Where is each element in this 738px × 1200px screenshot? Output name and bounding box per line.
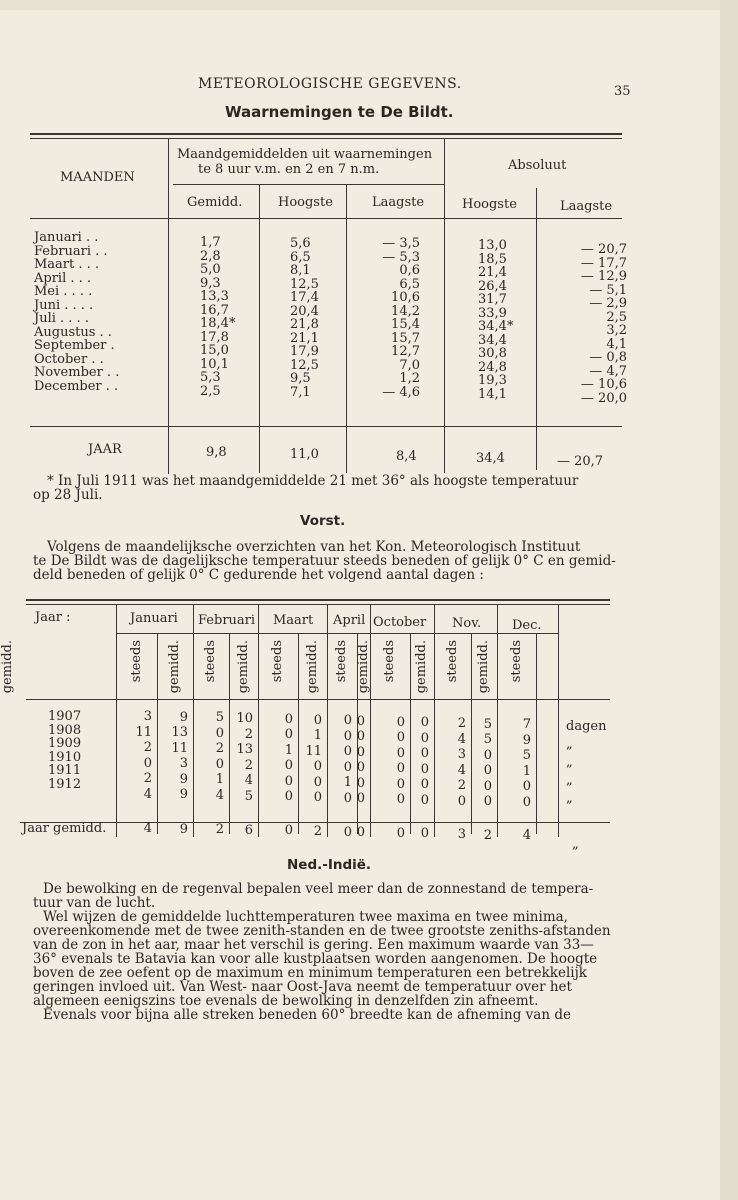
cell: 34,4* bbox=[478, 319, 514, 334]
paragraph-line: Volgens de maandelijksche overzichten van het Kon. Meteorologisch Instituut bbox=[47, 539, 581, 555]
cell: — 20,0 bbox=[580, 390, 627, 406]
table-cell: 2 bbox=[143, 740, 152, 755]
col-hoogste: Hoogste bbox=[278, 195, 333, 210]
table-cell: 4 bbox=[143, 786, 152, 802]
header-absoluut: Absoluut bbox=[508, 158, 567, 173]
cell: 15,7 bbox=[391, 330, 420, 346]
table-cell: 5 bbox=[483, 732, 492, 748]
table-rule bbox=[434, 605, 435, 837]
cell: 12,5 bbox=[290, 357, 319, 373]
gemidd-header: gemidd. bbox=[167, 640, 182, 694]
header-maandgemiddelden: Maandgemiddelden uit waarnemingen bbox=[177, 147, 433, 162]
table-cell: 0 bbox=[313, 712, 322, 728]
cell: 17,4 bbox=[290, 290, 319, 305]
paragraph-line: boven de zee oefent op de maximum en minimum temperaturen een betrekkelijk bbox=[33, 965, 587, 981]
table-rule bbox=[444, 139, 445, 473]
jaar-gemidd: 9,8 bbox=[206, 445, 227, 460]
table-cell: 0 bbox=[215, 725, 224, 741]
table-cell: 0 bbox=[284, 711, 293, 727]
header-jaar: Jaar : bbox=[35, 610, 71, 625]
cell: — 4,6 bbox=[382, 384, 420, 400]
month-label: Mei . . . . bbox=[34, 284, 93, 299]
section-title-vorst: Vorst. bbox=[300, 513, 346, 529]
paragraph-line: te De Bildt was de dagelijksche temperatuur steeds beneden of gelijk 0° C en gemid- bbox=[33, 553, 616, 569]
table-cell: 0 bbox=[343, 728, 352, 744]
avg-cell: 0 bbox=[343, 824, 352, 840]
table-cell: 0 bbox=[284, 727, 293, 743]
cell: 24,8 bbox=[478, 359, 507, 375]
table-cell: 0 bbox=[396, 792, 405, 808]
cell: 5,3 bbox=[200, 370, 221, 385]
table-cell: 3 bbox=[179, 756, 188, 772]
table-cell: 0 bbox=[143, 755, 152, 771]
table-rule bbox=[193, 605, 194, 837]
vorst-paragraph bbox=[33, 540, 623, 582]
table-cell: 2 bbox=[244, 726, 253, 742]
month-label: Januari . . bbox=[34, 230, 99, 245]
steeds-header: steeds bbox=[382, 640, 397, 683]
cell: 13,3 bbox=[200, 289, 229, 304]
year-label: 1911 bbox=[48, 763, 82, 778]
page-title: Waarnemingen te De Bildt. bbox=[225, 103, 454, 121]
page-right-edge bbox=[720, 0, 738, 1200]
cell: 1,2 bbox=[399, 371, 420, 386]
gemidd-header: gemidd. bbox=[235, 640, 251, 694]
abs-hoogste-column bbox=[478, 239, 513, 401]
table-cell: 13 bbox=[236, 742, 253, 758]
cell: 19,3 bbox=[478, 373, 507, 388]
month-label: Juli . . . . bbox=[34, 311, 89, 326]
cell: 5,0 bbox=[200, 262, 221, 277]
abs-laagste-column bbox=[545, 243, 627, 405]
table-cell: 0 bbox=[356, 713, 365, 729]
table-rule bbox=[168, 139, 169, 474]
table-cell: 1 bbox=[284, 742, 293, 758]
cell: — 3,5 bbox=[382, 236, 420, 251]
col-abs-laagste: Laagste bbox=[560, 199, 613, 214]
col-gemidd: Gemidd. bbox=[187, 195, 243, 210]
table-cell: 4 bbox=[215, 787, 224, 803]
table-cell: 4 bbox=[457, 762, 466, 778]
avg-cell: 0 bbox=[284, 823, 293, 839]
table-cell: 0 bbox=[522, 779, 531, 795]
table-cell: 0 bbox=[420, 761, 429, 777]
cell: — 0,8 bbox=[589, 350, 627, 365]
jaar-abs-laagste: — 20,7 bbox=[557, 454, 604, 469]
steeds-header: steeds bbox=[203, 640, 218, 683]
header-waarnemingen-uur: te 8 uur v.m. en 2 en 7 n.m. bbox=[198, 162, 380, 177]
table-cell: 2 bbox=[457, 716, 466, 731]
table-rule bbox=[536, 634, 537, 834]
table-cell: 0 bbox=[284, 773, 293, 789]
cell: 20,4 bbox=[290, 303, 319, 319]
cell: — 5,1 bbox=[589, 282, 627, 298]
month-header: October bbox=[373, 615, 427, 630]
table-rule bbox=[298, 634, 299, 834]
table-cell: 0 bbox=[483, 794, 492, 810]
page-top-edge bbox=[0, 0, 738, 10]
cell: 8,1 bbox=[290, 263, 311, 278]
month-label: Februari . . bbox=[34, 243, 108, 259]
paragraph-line: De bewolking en de regenval bepalen veel meer dan de zonnestand de tempera- bbox=[43, 881, 594, 897]
table-cell: 10 bbox=[236, 711, 253, 727]
table-cell: 0 bbox=[343, 713, 352, 729]
year-label: 1908 bbox=[48, 722, 82, 738]
indie-paragraph bbox=[33, 882, 618, 1022]
avg-unit: „ bbox=[572, 837, 579, 852]
cell: — 4,7 bbox=[589, 363, 627, 379]
table-rule bbox=[116, 633, 558, 634]
table-cell: 0 bbox=[356, 729, 365, 745]
header-maanden: MAANDEN bbox=[60, 170, 135, 185]
table-rule bbox=[229, 634, 230, 834]
table-cell: 5 bbox=[522, 748, 531, 764]
section-title-ned-indie: Ned.-Indië. bbox=[287, 857, 372, 873]
year-column bbox=[48, 710, 81, 791]
steeds-header: steeds bbox=[444, 640, 460, 683]
table-rule bbox=[30, 218, 622, 219]
table-cell: 0 bbox=[396, 745, 405, 761]
table-cell: 0 bbox=[396, 776, 405, 792]
table-rule bbox=[346, 185, 347, 473]
cell: 26,4 bbox=[478, 278, 507, 294]
table-cell: 5 bbox=[215, 710, 224, 726]
paragraph-line: geringen invloed uit. Van West- naar Oost-Java neemt de temperatuur over het bbox=[33, 979, 572, 995]
month-label: April . . . bbox=[34, 270, 92, 286]
table-cell: 0 bbox=[522, 794, 531, 810]
table-cell: 0 bbox=[420, 730, 429, 746]
cell: 6,5 bbox=[399, 276, 420, 292]
table-cell: 0 bbox=[343, 744, 352, 760]
cell: 21,1 bbox=[290, 330, 319, 346]
gemidd-header: gemidd. bbox=[304, 640, 320, 694]
cell: 33,9 bbox=[478, 305, 507, 321]
table-cell: 4 bbox=[457, 731, 466, 747]
jaar-hoogste: 11,0 bbox=[290, 447, 319, 462]
table-cell: 0 bbox=[396, 714, 405, 730]
month-label: Juni . . . . bbox=[34, 297, 94, 313]
unit-label: „ bbox=[566, 791, 573, 806]
table-rule bbox=[30, 133, 622, 135]
avg-cell: 4 bbox=[143, 821, 152, 836]
cell: — 10,6 bbox=[580, 377, 627, 392]
cell: 30,8 bbox=[478, 346, 507, 361]
cell: 18,4* bbox=[200, 316, 236, 331]
table-cell: 1 bbox=[343, 775, 352, 791]
table-cell: 9 bbox=[179, 709, 188, 725]
footnote-line: op 28 Juli. bbox=[33, 487, 103, 503]
table-cell: 1 bbox=[313, 728, 322, 743]
table-cell: 7 bbox=[522, 717, 531, 733]
cell: 15,0 bbox=[200, 343, 229, 358]
paragraph-line: 36° evenals te Batavia kan voor alle kustplaatsen worden aangenomen. De hoogte bbox=[33, 951, 598, 967]
gemidd-header: gemidd. bbox=[355, 640, 371, 694]
table-cell: 0 bbox=[356, 760, 365, 776]
table-cell: 9 bbox=[179, 771, 188, 787]
cell: 17,9 bbox=[290, 344, 319, 359]
paragraph-line: Wel wijzen de gemiddelde luchttemperaturen twee maxima en twee minima, bbox=[43, 909, 568, 925]
cell: 7,0 bbox=[399, 357, 420, 373]
unit-label: dagen bbox=[566, 719, 607, 734]
month-label: Augustus . . bbox=[34, 324, 112, 340]
table-cell: 0 bbox=[356, 744, 365, 760]
cell: 12,7 bbox=[391, 344, 420, 359]
cell: 1,7 bbox=[200, 235, 221, 250]
year-label: 1907 bbox=[48, 709, 82, 724]
month-label: October . . bbox=[34, 351, 104, 367]
table-cell: 0 bbox=[396, 761, 405, 777]
month-header: Dec. bbox=[512, 618, 542, 633]
table-cell: 0 bbox=[483, 747, 492, 763]
cell: — 5,3 bbox=[382, 249, 420, 265]
table-cell: 0 bbox=[284, 758, 293, 774]
cell: 18,5 bbox=[478, 251, 507, 267]
unit-column bbox=[566, 720, 606, 810]
table-cell: 13 bbox=[171, 725, 188, 741]
table-cell: 0 bbox=[483, 763, 492, 779]
paragraph-line: tuur van de lucht. bbox=[33, 895, 156, 911]
cell: — 12,9 bbox=[580, 269, 627, 284]
table-cell: 1 bbox=[215, 772, 224, 788]
cell: 9,3 bbox=[200, 275, 221, 291]
footnote bbox=[33, 474, 623, 502]
table-cell: 11 bbox=[305, 743, 322, 759]
avg-cell: 2 bbox=[483, 827, 492, 843]
cell: 2,5 bbox=[606, 309, 627, 325]
table-rule bbox=[30, 138, 622, 139]
paragraph-line: Evenals voor bijna alle streken beneden 60° breedte kan de afneming van de bbox=[43, 1007, 571, 1023]
table-cell: 3 bbox=[457, 747, 466, 762]
table-cell: 0 bbox=[420, 746, 429, 762]
hoogste-column bbox=[290, 237, 319, 399]
year-label: 1912 bbox=[48, 776, 82, 792]
gemidd-header: gemidd. bbox=[414, 640, 429, 694]
col-laagste: Laagste bbox=[372, 195, 425, 210]
cell: 14,2 bbox=[391, 303, 420, 319]
col-abs-hoogste: Hoogste bbox=[462, 197, 517, 212]
table-cell: 0 bbox=[343, 759, 352, 775]
table-cell: 0 bbox=[420, 715, 429, 731]
table-rule bbox=[497, 605, 498, 837]
month-label: November . . bbox=[34, 365, 120, 380]
table-cell: 0 bbox=[343, 790, 352, 806]
cell: 5,6 bbox=[290, 236, 311, 251]
avg-cell: 0 bbox=[356, 825, 365, 841]
cell: 10,1 bbox=[200, 356, 229, 372]
steeds-header: steeds bbox=[270, 640, 285, 683]
table-cell: 5 bbox=[483, 716, 492, 732]
avg-cell: 0 bbox=[396, 825, 405, 841]
steeds-header: steeds bbox=[508, 640, 524, 683]
footnote-line: * In Juli 1911 was het maandgemiddelde 21 met 36° als hoogste temperatuur bbox=[47, 473, 579, 489]
table-cell: 2 bbox=[244, 757, 253, 773]
running-title: METEOROLOGISCHE GEGEVENS. bbox=[198, 76, 462, 92]
jaar-laagste: 8,4 bbox=[396, 449, 417, 464]
table-rule bbox=[173, 184, 444, 185]
cell: 13,0 bbox=[478, 238, 507, 253]
table-cell: 0 bbox=[313, 790, 322, 805]
table-rule bbox=[258, 605, 259, 837]
table-cell: 0 bbox=[420, 792, 429, 808]
month-header: Nov. bbox=[452, 616, 482, 631]
cell: 12,5 bbox=[290, 276, 319, 292]
table-cell: 0 bbox=[457, 793, 466, 809]
cell: 31,7 bbox=[478, 292, 507, 307]
table-cell: 3 bbox=[143, 709, 152, 724]
avg-label: Jaar gemidd. bbox=[22, 821, 107, 836]
table-rule bbox=[26, 699, 610, 700]
page-number: 35 bbox=[614, 84, 631, 99]
month-label: Maart . . . bbox=[34, 257, 100, 272]
month-header: Februari bbox=[198, 613, 256, 628]
avg-cell: 6 bbox=[244, 822, 253, 838]
table-rule bbox=[20, 822, 610, 823]
table-rule bbox=[259, 185, 260, 473]
cell: 14,1 bbox=[478, 386, 507, 402]
table-cell: 0 bbox=[396, 730, 405, 746]
paragraph-line: algemeen eenigszins toe evenals de bewolking in denzelfden zin afneemt. bbox=[33, 993, 539, 1009]
table-rule bbox=[30, 426, 622, 427]
table-cell: 0 bbox=[356, 775, 365, 791]
table-rule bbox=[327, 605, 328, 837]
table-cell: 0 bbox=[313, 759, 322, 774]
cell: 21,4 bbox=[478, 265, 507, 280]
table-cell: 11 bbox=[135, 724, 152, 740]
table-rule bbox=[558, 605, 559, 837]
paragraph-line: van de zon in het aar, maar het verschil is gering. Een maximum waarde van 33— bbox=[33, 937, 594, 953]
table-rule bbox=[536, 188, 537, 470]
cell: — 2,9 bbox=[589, 296, 627, 311]
month-header: Maart bbox=[273, 613, 314, 628]
table-cell: 2 bbox=[457, 778, 466, 793]
unit-label: „ bbox=[566, 737, 573, 752]
year-label: 1909 bbox=[48, 736, 82, 751]
jaar-abs-hoogste: 34,4 bbox=[476, 451, 505, 466]
avg-cell: 0 bbox=[420, 826, 429, 842]
cell: 2,5 bbox=[200, 383, 221, 399]
steeds-header: steeds bbox=[334, 640, 349, 683]
table-cell: 4 bbox=[244, 773, 253, 789]
cell: — 17,7 bbox=[580, 255, 627, 271]
cell: 9,5 bbox=[290, 371, 311, 386]
cell: 4,1 bbox=[606, 336, 627, 352]
jaar-label: JAAR bbox=[88, 442, 122, 457]
gemidd-column bbox=[200, 236, 235, 398]
table-cell: 0 bbox=[420, 777, 429, 793]
table-cell: 0 bbox=[284, 789, 293, 805]
table-rule bbox=[26, 604, 610, 605]
table-cell: 9 bbox=[179, 787, 188, 803]
table-cell: 0 bbox=[483, 778, 492, 794]
cell: 15,4 bbox=[391, 317, 420, 332]
table-cell: 5 bbox=[244, 788, 253, 804]
month-header: April bbox=[333, 613, 366, 628]
cell: 2,8 bbox=[200, 248, 221, 264]
table-cell: 0 bbox=[356, 791, 365, 807]
steeds-header: steeds bbox=[128, 640, 144, 683]
table-rule bbox=[116, 605, 117, 837]
cell: 3,2 bbox=[606, 323, 627, 338]
cell: 21,8 bbox=[290, 317, 319, 332]
unit-label: „ bbox=[566, 755, 573, 770]
paragraph-line: overeenkomende met de twee zenith-standen en de twee grootste zeniths-afstanden bbox=[33, 923, 611, 939]
cell: 17,8 bbox=[200, 329, 229, 345]
table-rule bbox=[471, 634, 472, 834]
gemidd-header: gemidd. bbox=[0, 640, 15, 694]
cell: 16,7 bbox=[200, 302, 229, 318]
month-column bbox=[34, 231, 119, 393]
year-label: 1910 bbox=[48, 749, 82, 765]
avg-cell: 9 bbox=[179, 821, 188, 837]
cell: 0,6 bbox=[399, 263, 420, 278]
table-cell: 9 bbox=[522, 732, 531, 748]
month-label: September . bbox=[34, 338, 115, 353]
month-label: December . . bbox=[34, 378, 119, 394]
table-cell: 0 bbox=[215, 756, 224, 772]
table-cell: 2 bbox=[143, 771, 152, 786]
cell: 7,1 bbox=[290, 384, 311, 400]
laagste-column bbox=[360, 237, 420, 399]
table-cell: 11 bbox=[171, 740, 188, 756]
avg-cell: 3 bbox=[457, 827, 466, 842]
cell: 10,6 bbox=[391, 290, 420, 305]
table-rule bbox=[26, 599, 610, 601]
month-header: Januari bbox=[130, 611, 178, 626]
avg-cell: 4 bbox=[522, 828, 531, 844]
avg-cell: 2 bbox=[215, 822, 224, 838]
table-cell: 2 bbox=[215, 741, 224, 757]
gemidd-header: gemidd. bbox=[476, 640, 491, 694]
table-rule bbox=[157, 634, 158, 834]
paragraph-line: deld beneden of gelijk 0° C gedurende het volgend aantal dagen : bbox=[33, 567, 484, 583]
cell: 34,4 bbox=[478, 332, 507, 348]
cell: 6,5 bbox=[290, 249, 311, 265]
cell: — 20,7 bbox=[580, 242, 627, 257]
avg-cell: 2 bbox=[313, 824, 322, 839]
table-cell: 0 bbox=[313, 774, 322, 790]
unit-label: „ bbox=[566, 773, 573, 788]
table-cell: 1 bbox=[522, 763, 531, 779]
